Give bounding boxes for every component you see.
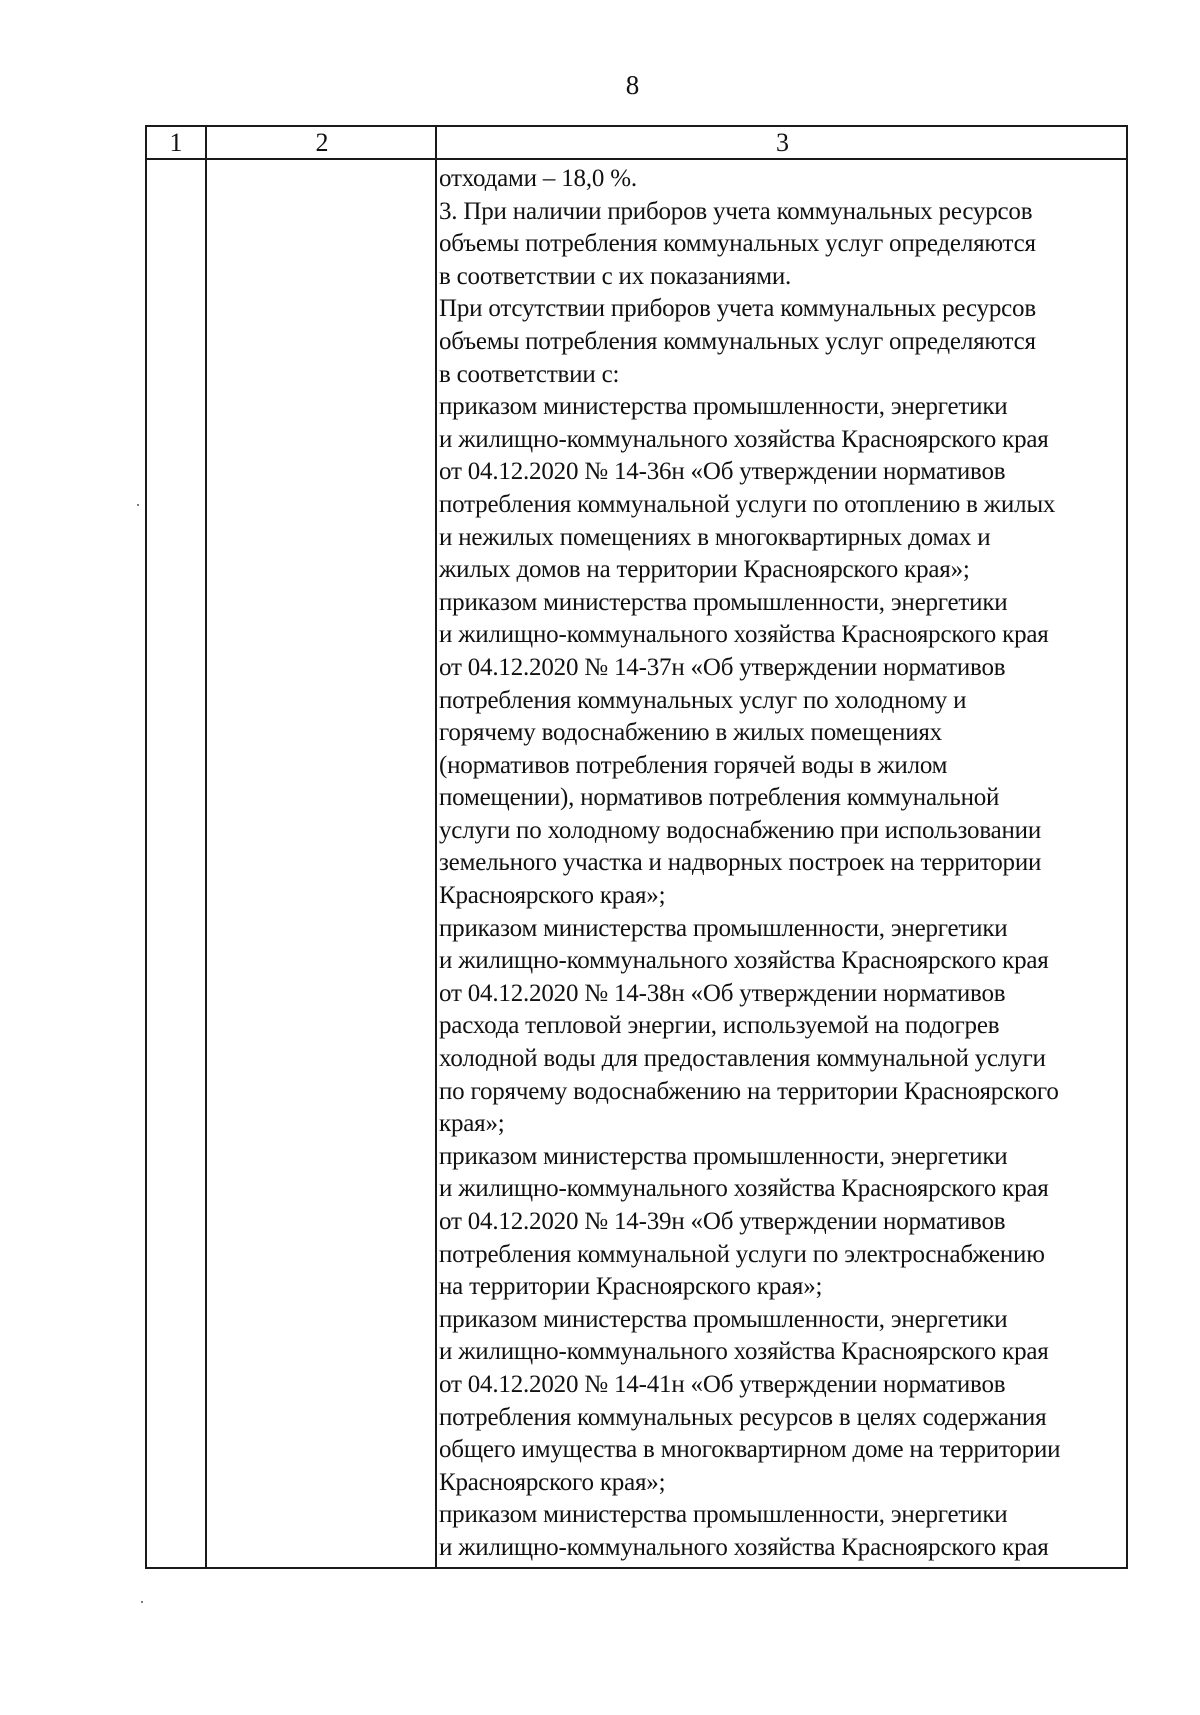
page-number: 8 — [625, 70, 640, 100]
column-divider-1 — [205, 127, 207, 1567]
column-3-line: края»; — [439, 1110, 505, 1138]
column-header-1: 1 — [169, 128, 183, 157]
column-3-line: и жилищно-коммунального хозяйства Красноярского края — [439, 947, 1049, 975]
column-3-line: общего имущества в многоквартирном доме на территории — [439, 1436, 1061, 1464]
column-3-line: и жилищно-коммунального хозяйства Красноярского края — [439, 425, 1049, 453]
column-3-line: и нежилых помещениях в многоквартирных домах и — [439, 523, 991, 551]
column-3-line: приказом министерства промышленности, энергетики — [439, 393, 1008, 421]
column-3-line: от 04.12.2020 № 14-36н «Об утверждении нормативов — [439, 458, 1006, 486]
column-3-line: на территории Красноярского края»; — [439, 1273, 823, 1301]
column-3-line: и жилищно-коммунального хозяйства Красноярского края — [439, 1338, 1049, 1366]
column-3-line: по горячему водоснабжению на территории Красноярского — [439, 1077, 1059, 1105]
column-3-line: отходами – 18,0 %. — [439, 165, 637, 192]
column-3-line: холодной воды для предоставления коммунальной услуги — [439, 1045, 1046, 1073]
column-header-3: 3 — [776, 128, 789, 157]
column-3-line: и жилищно-коммунального хозяйства Красноярского края — [439, 1533, 1049, 1561]
column-3-line: в соответствии с их показаниями. — [439, 262, 792, 290]
column-3-line: потребления коммунальных ресурсов в целях содержания — [439, 1403, 1047, 1431]
column-3-line: приказом министерства промышленности, энергетики — [439, 588, 1008, 616]
column-3-line: (нормативов потребления горячей воды в жилом — [439, 751, 948, 779]
column-3-line: помещении), нормативов потребления коммунальной — [439, 784, 1000, 812]
column-3-line: объемы потребления коммунальных услуг определяются — [439, 230, 1036, 258]
column-3-line: потребления коммунальной услуги по отоплению в жилых — [439, 490, 1056, 518]
column-3-line: При отсутствии приборов учета коммунальных ресурсов — [439, 295, 1036, 323]
column-3-line: в соответствии с: — [439, 360, 620, 388]
column-3-line: приказом министерства промышленности, энергетики — [439, 1501, 1008, 1529]
column-3-line: Красноярского края»; — [439, 882, 666, 910]
column-3-line: от 04.12.2020 № 14-38н «Об утверждении нормативов — [439, 979, 1006, 1007]
column-3-line: земельного участка и надворных построек на территории — [439, 849, 1042, 877]
column-3-line: 3. При наличии приборов учета коммунальных ресурсов — [439, 197, 1033, 225]
column-header-2: 2 — [315, 128, 329, 157]
column-3-line: потребления коммунальной услуги по электроснабжению — [439, 1240, 1045, 1268]
document-table — [145, 125, 1128, 1569]
column-divider-2 — [435, 127, 437, 1567]
column-3-line: и жилищно-коммунального хозяйства Красноярского края — [439, 1175, 1049, 1203]
table-header-row — [147, 127, 1126, 160]
column-3-line: от 04.12.2020 № 14-37н «Об утверждении нормативов — [439, 653, 1006, 681]
column-3-line: от 04.12.2020 № 14-41н «Об утверждении нормативов — [439, 1370, 1006, 1398]
scan-speck — [141, 1601, 143, 1603]
column-3-line: Красноярского края»; — [439, 1468, 666, 1496]
column-3-line: от 04.12.2020 № 14-39н «Об утверждении нормативов — [439, 1208, 1006, 1235]
column-3-text — [439, 163, 1129, 1565]
scan-speck — [137, 504, 139, 506]
column-3-line: приказом министерства промышленности, энергетики — [439, 1305, 1008, 1333]
column-3-line: и жилищно-коммунального хозяйства Красноярского края — [439, 621, 1049, 649]
column-3-line: услуги по холодному водоснабжению при использовании — [439, 816, 1042, 844]
column-3-line: жилых домов на территории Красноярского края»; — [439, 556, 970, 584]
column-3-line: объемы потребления коммунальных услуг определяются — [439, 327, 1036, 355]
column-3-line: приказом министерства промышленности, энергетики — [439, 914, 1008, 942]
column-3-line: горячему водоснабжению в жилых помещениях — [439, 719, 942, 747]
column-3-line: приказом министерства промышленности, энергетики — [439, 1142, 1008, 1170]
column-3-line: потребления коммунальных услуг по холодному и — [439, 686, 967, 714]
column-3-line: расхода тепловой энергии, используемой на подогрев — [439, 1012, 1000, 1040]
